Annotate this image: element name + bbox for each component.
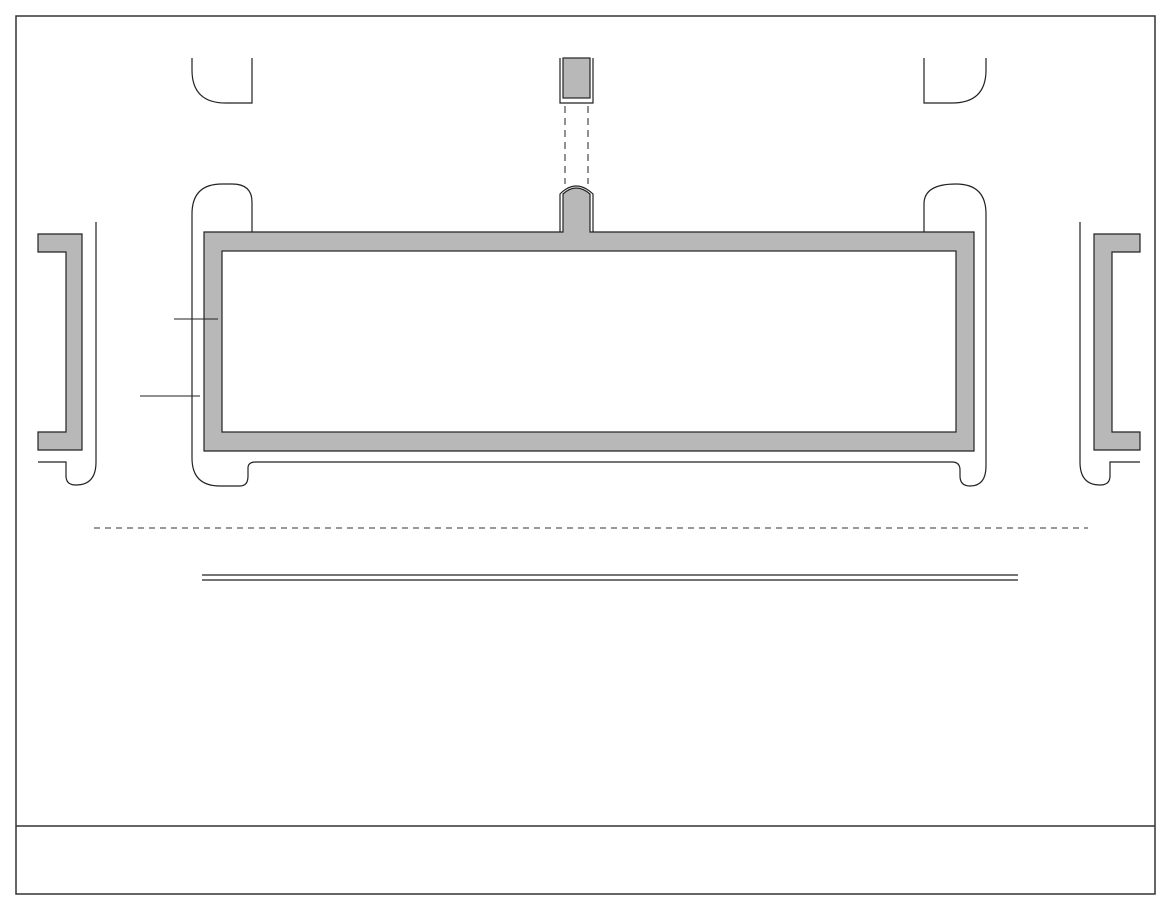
sidewalk-clear-zone-inner [222, 251, 956, 432]
right-adjacent-block [1080, 222, 1140, 485]
sheet-border [16, 16, 1155, 894]
off-street-parking-top-row [192, 58, 986, 103]
pedestrian-walkway [565, 106, 588, 184]
top-left-island [192, 58, 252, 103]
left-adjacent-block [38, 222, 96, 485]
left-gray-band [38, 234, 82, 450]
right-gray-band [1094, 234, 1140, 450]
top-walkway-pad [563, 58, 590, 98]
top-right-island [924, 58, 986, 103]
